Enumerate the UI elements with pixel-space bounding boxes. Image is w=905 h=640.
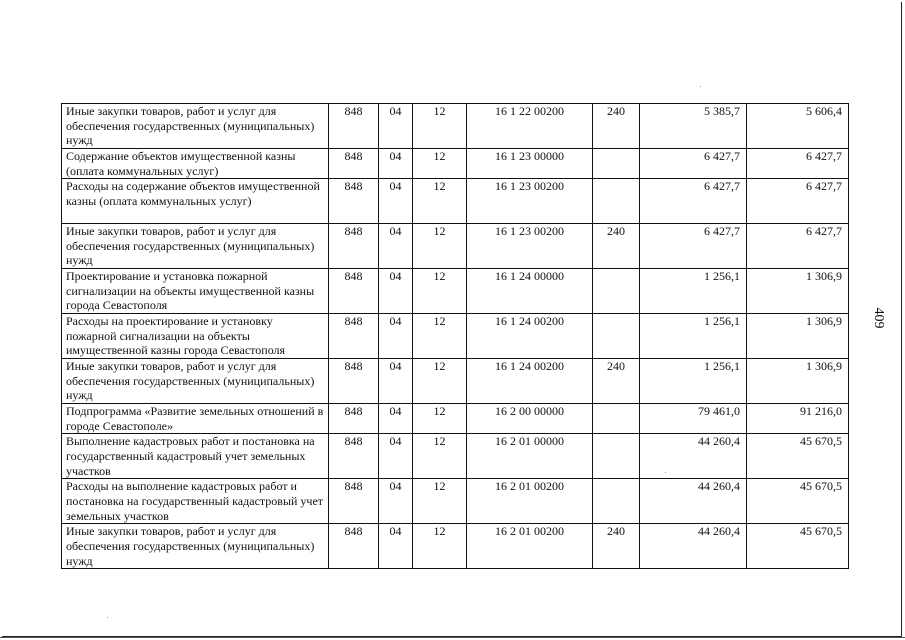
row-section-code: 04 <box>379 479 413 524</box>
row-target-article: 16 1 24 00200 <box>467 359 593 404</box>
row-name: Расходы на содержание объектов имущественной казны (оплата коммунальных услуг) <box>62 179 329 224</box>
row-expense-type <box>593 434 640 479</box>
row-expense-type <box>593 179 640 224</box>
scan-speck <box>700 86 701 87</box>
row-sum-year1: 1 256,1 <box>640 359 747 404</box>
table-row <box>62 404 849 434</box>
table-row <box>62 224 849 269</box>
row-expense-type <box>593 149 640 179</box>
row-subsection-code: 12 <box>413 434 467 479</box>
row-subsection-code: 12 <box>413 359 467 404</box>
row-ved-code: 848 <box>329 404 379 434</box>
page-number: 409 <box>871 307 886 329</box>
row-target-article: 16 1 23 00200 <box>467 179 593 224</box>
row-section-code: 04 <box>379 179 413 224</box>
row-expense-type: 240 <box>593 104 640 149</box>
row-sum-year1: 5 385,7 <box>640 104 747 149</box>
table-row <box>62 179 849 224</box>
table-row <box>62 479 849 524</box>
row-target-article: 16 1 23 00000 <box>467 149 593 179</box>
row-expense-type: 240 <box>593 359 640 404</box>
budget-table <box>61 103 849 569</box>
row-target-article: 16 2 01 00000 <box>467 434 593 479</box>
row-name: Иные закупки товаров, работ и услуг для обеспечения государственных (муниципальных) нужд <box>62 224 329 269</box>
row-ved-code: 848 <box>329 149 379 179</box>
row-expense-type: 240 <box>593 224 640 269</box>
table-row <box>62 314 849 359</box>
row-sum-year2: 45 670,5 <box>747 479 849 524</box>
row-ved-code: 848 <box>329 104 379 149</box>
row-subsection-code: 12 <box>413 104 467 149</box>
row-sum-year2: 6 427,7 <box>747 224 849 269</box>
row-name: Проектирование и установка пожарной сигнализации на объекты имущественной казны города Севастополя <box>62 269 329 314</box>
row-name: Иные закупки товаров, работ и услуг для обеспечения государственных (муниципальных) нужд <box>62 104 329 149</box>
row-target-article: 16 1 22 00200 <box>467 104 593 149</box>
row-section-code: 04 <box>379 269 413 314</box>
row-name: Содержание объектов имущественной казны (оплата коммунальных услуг) <box>62 149 329 179</box>
row-sum-year2: 45 670,5 <box>747 434 849 479</box>
row-section-code: 04 <box>379 434 413 479</box>
row-section-code: 04 <box>379 224 413 269</box>
row-subsection-code: 12 <box>413 404 467 434</box>
row-ved-code: 848 <box>329 434 379 479</box>
row-subsection-code: 12 <box>413 149 467 179</box>
row-target-article: 16 2 01 00200 <box>467 524 593 569</box>
row-sum-year1: 79 461,0 <box>640 404 747 434</box>
row-ved-code: 848 <box>329 524 379 569</box>
row-section-code: 04 <box>379 149 413 179</box>
row-ved-code: 848 <box>329 269 379 314</box>
row-expense-type: 240 <box>593 524 640 569</box>
row-target-article: 16 2 01 00200 <box>467 479 593 524</box>
table-body <box>62 104 849 569</box>
row-name: Расходы на проектирование и установку пожарной сигнализации на объекты имущественной казны города Севастополя <box>62 314 329 359</box>
row-expense-type <box>593 479 640 524</box>
row-section-code: 04 <box>379 524 413 569</box>
table-row <box>62 149 849 179</box>
row-sum-year1: 6 427,7 <box>640 224 747 269</box>
row-sum-year1: 1 256,1 <box>640 269 747 314</box>
row-subsection-code: 12 <box>413 314 467 359</box>
row-sum-year2: 6 427,7 <box>747 179 849 224</box>
row-sum-year2: 6 427,7 <box>747 149 849 179</box>
row-ved-code: 848 <box>329 314 379 359</box>
row-section-code: 04 <box>379 404 413 434</box>
row-sum-year2: 1 306,9 <box>747 269 849 314</box>
row-name: Расходы на выполнение кадастровых работ и постановка на государственный кадастровый учет земельных участков <box>62 479 329 524</box>
row-ved-code: 848 <box>329 179 379 224</box>
row-sum-year2: 5 606,4 <box>747 104 849 149</box>
row-sum-year2: 1 306,9 <box>747 359 849 404</box>
table-row <box>62 269 849 314</box>
row-subsection-code: 12 <box>413 479 467 524</box>
row-sum-year2: 1 306,9 <box>747 314 849 359</box>
table-row <box>62 434 849 479</box>
row-sum-year2: 45 670,5 <box>747 524 849 569</box>
row-subsection-code: 12 <box>413 269 467 314</box>
row-expense-type <box>593 269 640 314</box>
row-name: Выполнение кадастровых работ и постановка на государственный кадастровый учет земельных участков <box>62 434 329 479</box>
row-name: Иные закупки товаров, работ и услуг для обеспечения государственных (муниципальных) нужд <box>62 359 329 404</box>
row-name: Иные закупки товаров, работ и услуг для обеспечения государственных (муниципальных) нужд <box>62 524 329 569</box>
row-target-article: 16 1 23 00200 <box>467 224 593 269</box>
table-row <box>62 524 849 569</box>
row-sum-year1: 44 260,4 <box>640 434 747 479</box>
scan-speck <box>107 617 108 618</box>
row-sum-year1: 6 427,7 <box>640 149 747 179</box>
row-sum-year1: 44 260,4 <box>640 479 747 524</box>
row-section-code: 04 <box>379 314 413 359</box>
row-ved-code: 848 <box>329 224 379 269</box>
row-expense-type <box>593 314 640 359</box>
row-expense-type <box>593 404 640 434</box>
row-target-article: 16 1 24 00000 <box>467 269 593 314</box>
row-subsection-code: 12 <box>413 224 467 269</box>
page-edge-line <box>0 637 905 638</box>
row-sum-year2: 91 216,0 <box>747 404 849 434</box>
row-target-article: 16 1 24 00200 <box>467 314 593 359</box>
row-ved-code: 848 <box>329 479 379 524</box>
row-name: Подпрограмма «Развитие земельных отношений в городе Севастополе» <box>62 404 329 434</box>
row-section-code: 04 <box>379 359 413 404</box>
row-subsection-code: 12 <box>413 524 467 569</box>
row-target-article: 16 2 00 00000 <box>467 404 593 434</box>
row-subsection-code: 12 <box>413 179 467 224</box>
row-sum-year1: 44 260,4 <box>640 524 747 569</box>
row-sum-year1: 1 256,1 <box>640 314 747 359</box>
table-row <box>62 104 849 149</box>
row-section-code: 04 <box>379 104 413 149</box>
table-row <box>62 359 849 404</box>
row-ved-code: 848 <box>329 359 379 404</box>
row-sum-year1: 6 427,7 <box>640 179 747 224</box>
